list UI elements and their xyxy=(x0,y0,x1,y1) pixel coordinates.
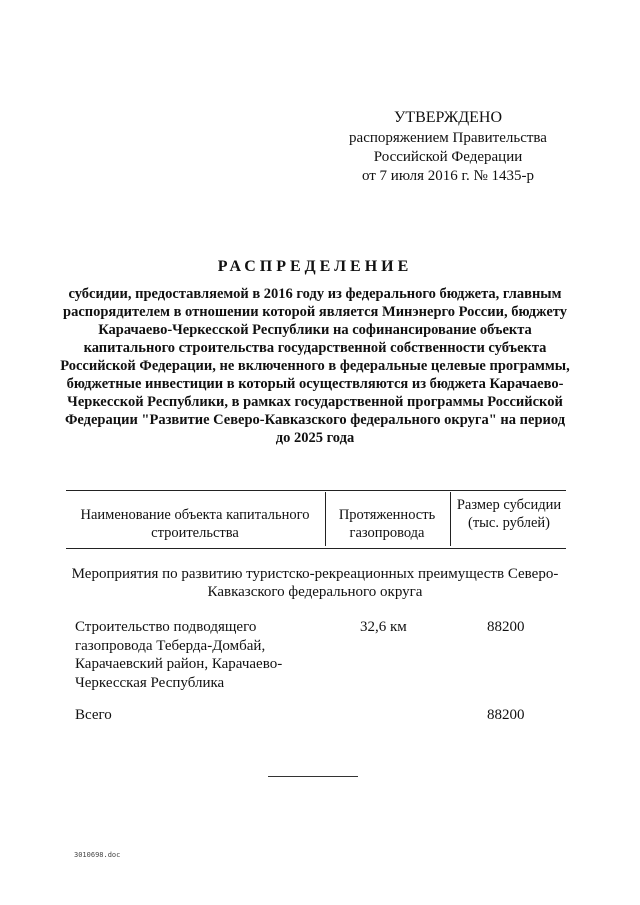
header-pipeline-length: Протяженность газопровода xyxy=(338,507,436,541)
section-title: Мероприятия по развитию туристско-рекреационных преимуществ Северо-Кавказского федерального округа xyxy=(71,566,559,600)
approval-line: распоряжением Правительства xyxy=(349,130,547,146)
header-object-name: Наименование объекта капитального строительства xyxy=(80,507,310,541)
table-top-rule xyxy=(66,490,566,491)
table-header-rule xyxy=(66,548,566,549)
approval-line: от 7 июля 2016 г. № 1435-р xyxy=(361,168,535,184)
row-pipeline-length: 32,6 км xyxy=(360,619,407,635)
row-subsidy-amount: 88200 xyxy=(487,619,525,635)
document-title: РАСПРЕДЕЛЕНИЕ xyxy=(217,258,413,275)
approval-title: УТВЕРЖДЕНО xyxy=(393,109,502,126)
approval-stamp xyxy=(318,108,578,186)
column-separator xyxy=(450,492,451,546)
approval-line: Российской Федерации xyxy=(373,149,523,165)
total-subsidy-amount: 88200 xyxy=(487,707,525,723)
column-separator xyxy=(325,492,326,546)
total-label: Всего xyxy=(75,707,112,723)
footer-file-name: 3010698.doc xyxy=(74,851,121,859)
end-divider xyxy=(268,776,358,777)
document-subtitle: субсидии, предоставляемой в 2016 году из федерального бюджета, главным распорядителем в отношении которой является Минэнерго России, бюджету Карачаево-Черкесской Республики на софинансирование объекта капитального строительства государственной собственности субъекта Российской Федерации, не включенного в федеральные целевые программы, бюджетные инвестиции в который осуществляются из бюджета Карачаево-Черкесской Республики, в рамках государственной программы Российской Федерации "Развитие Северо-Кавказского федерального округа" на период до 2025 года xyxy=(60,286,570,446)
row-object-name: Строительство подводящего газопровода Теберда-Домбай, Карачаевский район, Карачаево-Черкесская Республика xyxy=(75,619,283,691)
header-subsidy-amount: Размер субсидии (тыс. рублей) xyxy=(456,497,562,531)
